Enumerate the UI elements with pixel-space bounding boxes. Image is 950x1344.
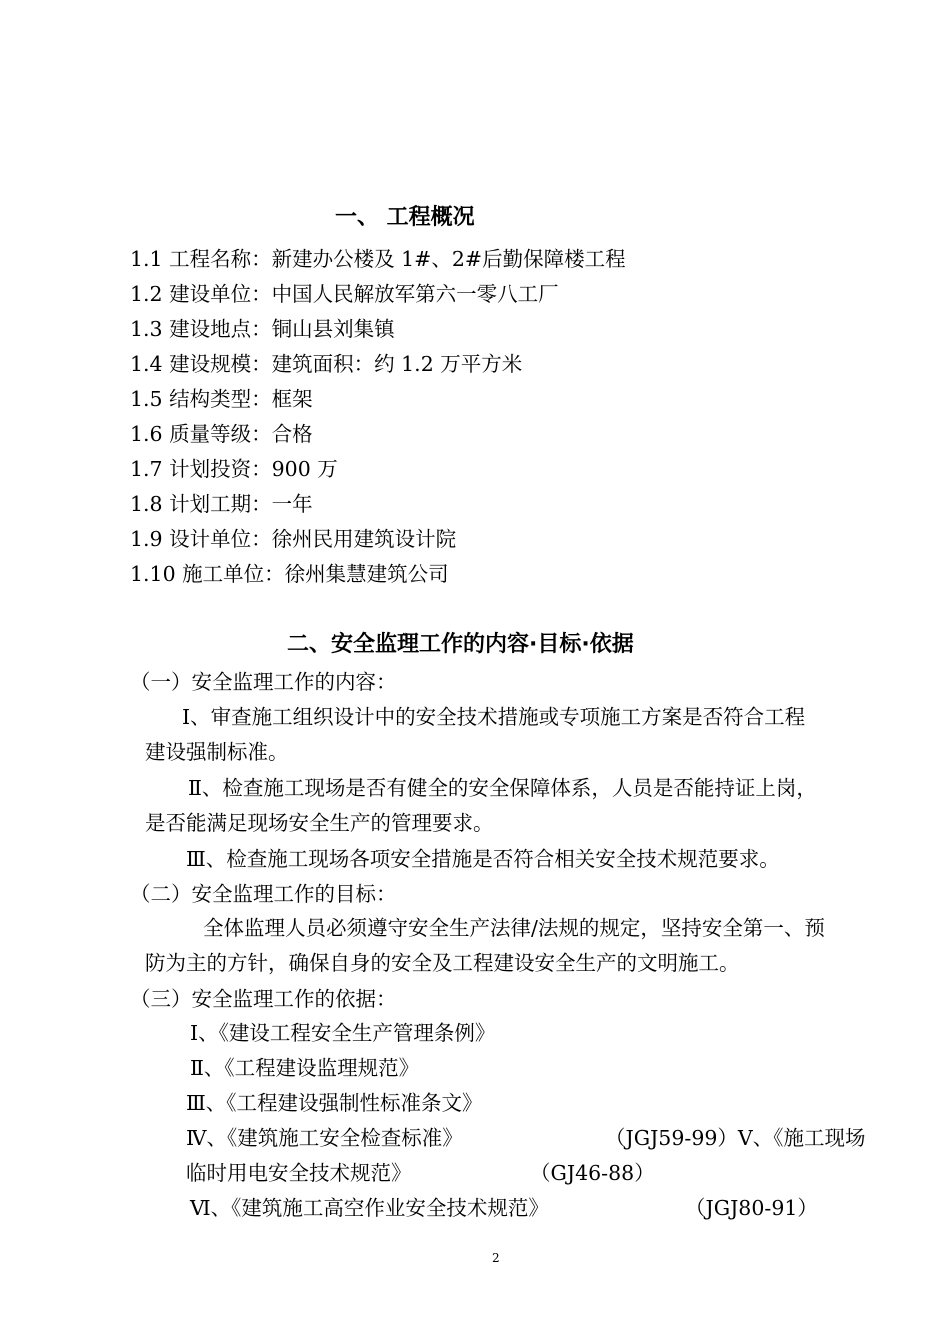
basis-item-4-title: Ⅳ、《建筑施工安全检查标准》	[186, 1126, 463, 1150]
basis-item-1: Ⅰ、《建设工程安全生产管理条例》	[190, 1021, 496, 1045]
construction-site: 1.3 建设地点：铜山县刘集镇	[130, 317, 395, 341]
basis-heading: （三）安全监理工作的依据：	[130, 987, 397, 1011]
project-name: 1.1 工程名称：新建办公楼及 1#、2#后勤保障楼工程	[130, 247, 626, 271]
basis-item-4-code: （JGJ59-99）Ⅴ、《施工现场	[605, 1126, 866, 1150]
basis-item-6-code: （JGJ80-91）	[685, 1196, 818, 1220]
planned-investment: 1.7 计划投资：900 万	[130, 457, 338, 481]
content-item-2-line-2: 是否能满足现场安全生产的管理要求。	[145, 811, 494, 835]
construction-unit: 1.10 施工单位：徐州集慧建筑公司	[130, 562, 449, 586]
structure-type: 1.5 结构类型：框架	[130, 387, 313, 411]
content-item-1-line-1: Ⅰ、审查施工组织设计中的安全技术措施或专项施工方案是否符合工程	[182, 705, 806, 729]
planned-duration: 1.8 计划工期：一年	[130, 492, 313, 516]
content-heading: （一）安全监理工作的内容：	[130, 670, 397, 694]
goal-line-2: 防为主的方针，确保自身的安全及工程建设安全生产的文明施工。	[145, 951, 740, 975]
section-2-title: 二、安全监理工作的内容·目标·依据	[287, 632, 634, 657]
basis-item-5-code: （GJ46-88）	[530, 1161, 655, 1185]
basis-item-5-title: 临时用电安全技术规范》	[186, 1161, 412, 1185]
goal-heading: （二）安全监理工作的目标：	[130, 882, 397, 906]
section-1-title: 一、 工程概况	[335, 205, 475, 230]
construction-scale: 1.4 建设规模：建筑面积：约 1.2 万平方米	[130, 352, 523, 376]
content-item-2-line-1: Ⅱ、检查施工现场是否有健全的安全保障体系，人员是否能持证上岗，	[188, 776, 817, 800]
basis-item-3: Ⅲ、《工程建设强制性标准条文》	[186, 1091, 483, 1115]
design-unit: 1.9 设计单位：徐州民用建筑设计院	[130, 527, 457, 551]
quality-grade: 1.6 质量等级：合格	[130, 422, 313, 446]
content-item-3: Ⅲ、检查施工现场各项安全措施是否符合相关安全技术规范要求。	[186, 847, 780, 871]
content-item-1-line-2: 建设强制标准。	[145, 740, 289, 764]
page-number: 2	[492, 1251, 500, 1265]
basis-item-6-title: Ⅵ、《建筑施工高空作业安全技术规范》	[190, 1196, 549, 1220]
basis-item-2: Ⅱ、《工程建设监理规范》	[190, 1056, 420, 1080]
owner-unit: 1.2 建设单位：中国人民解放军第六一零八工厂	[130, 282, 559, 306]
goal-line-1: 全体监理人员必须遵守安全生产法律/法规的规定，坚持安全第一、预	[203, 916, 825, 940]
